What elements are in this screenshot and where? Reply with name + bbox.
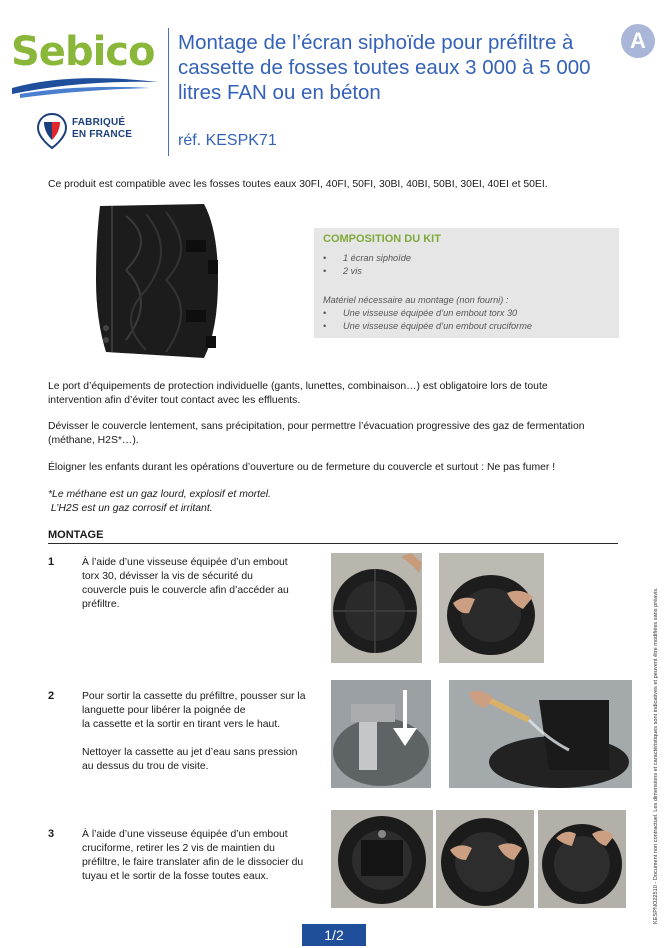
text-line: L’H2S est un gaz corrosif et irritant. [48,503,213,514]
kit-title: COMPOSITION DU KIT [323,233,441,245]
safety-paragraph-3: Éloigner les enfants durant les opérations d’ouverture ou de fermeture du couvercle et surtout : Ne pas fumer ! [48,462,556,473]
text-line: la cassette et la sortir en tirant vers le haut. [82,719,281,730]
list-item: • 2 vis [323,266,362,276]
text-line: *Le méthane est un gaz lourd, explosif et mortel. [48,489,271,500]
text-line: torx 30, dévisser la vis de sécurité du [82,571,253,582]
tools-label: Matériel nécessaire au montage (non fourni) : [323,295,509,305]
title-line-1: Montage de l’écran siphoïde pour préfiltre à [178,31,574,54]
siphoid-screen-product-image [86,200,226,360]
tools-list [323,294,532,333]
step-3-number: 3 [48,828,55,840]
text-line: couvercle puis le couvercle afin d’accéder au [82,585,289,596]
sebico-logo: Sebico [11,29,155,75]
text-line: (méthane, H2S*…). [48,435,139,446]
list-item: • 1 écran siphoïde [323,253,411,263]
step-1-photo-b [439,553,544,663]
version-badge: A [621,24,655,58]
list-item: • Une visseuse équipée d’un embout torx 30 [323,308,518,318]
step-1-text [82,556,322,612]
made-in-france-label [72,117,132,141]
text-line: tuyau et le sortir de la fosse toutes eaux. [82,871,269,882]
header-separator [168,28,169,156]
step-3-photo-c [538,810,626,908]
text-line: au dessus du trou de visite. [82,761,209,772]
kit-items-list [323,252,411,278]
gas-note [48,488,613,516]
side-legal-note [650,548,660,928]
montage-divider [48,543,618,544]
compatibility-text: Ce produit est compatible avec les fosses toutes eaux 30FI, 40FI, 50FI, 30BI, 40BI, 50BI, 30EI, 40EI et 50EI. [48,179,548,190]
text-line: cruciforme, retirer les 2 vis de maintien du [82,843,275,854]
text-line: Pour sortir la cassette du préfiltre, pousser sur la [82,691,306,702]
text-line: Le port d’équipements de protection individuelle (gants, lunettes, combinaison…) est obligatoire lors de toute [48,381,548,392]
safety-paragraph-1 [48,380,613,408]
logo-swoosh-icon [10,74,160,100]
step-2-photo-a [331,680,431,788]
text-line: intervention afin d’éviter tout contact avec les effluents. [48,395,301,406]
product-reference: réf. KESPK71 [178,132,277,149]
text-line: Dévisser le couvercle lentement, sans précipitation, pour permettre l’évacuation progressive des gaz de fermentation [48,421,585,432]
text-line: préfiltre, le faire translater afin de le dissocier du [82,857,304,868]
step-2-number: 2 [48,690,55,702]
side-note-text: KESPNO22510 - Document non contractuel. Les dimensions et caractéristiques sont indicatives et peuvent être modifiées sans préavis. [653,587,659,924]
montage-heading: MONTAGE [48,529,104,541]
text-line: languette pour libérer la poignée de [82,705,246,716]
step-3-text [82,828,322,884]
step-1-number: 1 [48,556,55,568]
title-line-3: litres FAN ou en béton [178,81,381,104]
kit-composition-box [314,228,619,338]
text-line: À l’aide d’une visseuse équipée d’un embout [82,829,288,840]
step-2-text [82,690,322,774]
made-in-line2: EN FRANCE [72,129,133,140]
safety-paragraph-2 [48,420,613,448]
list-item: • Une visseuse équipée d’un embout cruciforme [323,321,532,331]
text-line: À l’aide d’une visseuse équipée d’un embout [82,557,288,568]
text-line: préfiltre. [82,599,120,610]
step-3-photo-b [436,810,534,908]
step-1-photo-a [331,553,422,663]
text-line: Nettoyer la cassette au jet d’eau sans pression [82,747,298,758]
step-2-photo-b [449,680,632,788]
page-title [178,30,618,105]
made-in-france-pin-icon [36,112,68,150]
made-in-line1: FABRIQUÉ [72,117,126,128]
title-line-2: cassette de fosses toutes eaux 3 000 à 5 000 [178,56,591,79]
step-3-photo-a [331,810,433,908]
page-number: 1/2 [302,924,366,946]
